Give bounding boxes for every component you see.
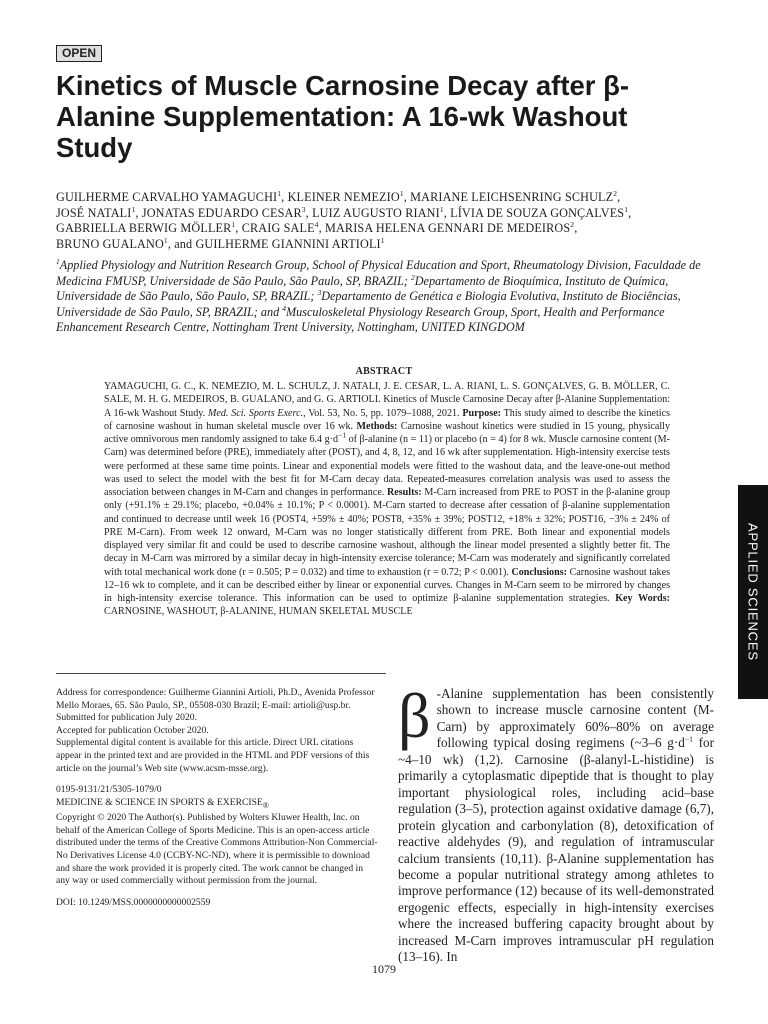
section-side-tab-label: APPLIED SCIENCES (745, 523, 761, 661)
affiliation-mark: 4 (282, 303, 286, 313)
abstract-purpose-label: Purpose: (462, 407, 502, 419)
author-affiliation-mark: 2 (570, 219, 575, 229)
author-affiliation-mark: 2 (613, 188, 618, 198)
author-affiliation-mark: 1 (380, 235, 385, 245)
author-name: CRAIG SALE (241, 221, 315, 235)
submitted-date: Submitted for publication July 2020. (56, 712, 197, 724)
article-title: Kinetics of Muscle Carnosine Decay after β-Alanine Supplementation: A 16-wk Washout Study (56, 70, 630, 163)
affiliations (56, 258, 724, 336)
journal-name-line (56, 797, 378, 813)
abstract-purpose: This study aimed to describe the kinetics of carnosine washout in human skeletal muscle over 16 wk. (104, 407, 670, 432)
journal-name: MEDICINE & SCIENCE IN SPORTS & EXERCISE (56, 796, 263, 808)
registered-mark: ® (262, 800, 269, 810)
issn: 0195-9131/21/5305-1079/0 (56, 784, 162, 796)
author-name: KLEINER NEMEZIO (287, 190, 400, 204)
affiliation-text: Departamento de Bioquímica, Instituto de Química, Universidade de São Paulo, São Paulo, SP, BRAZIL; (56, 273, 669, 304)
affiliation-text: Applied Physiology and Nutrition Research Group, School of Physical Education and Sport, Rheumatology Division, Faculdade de Medicina FMUSP, Universidade de São Paulo, São Paulo, SP, BRAZIL; (56, 258, 701, 288)
introduction-text-continued: for ~4–10 wk) (1,2). Carnosine (β-alanyl-L-histidine) is primarily a cytoplasmatic dipeptide that is thought to play important physiological roles, including acid–base regulation (3–5), protection against oxidative damage (6,7), protein glycation and carbonylation (8), detoxification of reactive aldehydes (9), and regulation of intramuscular calcium transients (10,11). β-Alanine supplementation has become a popular nutritional strategy among athletes to improve performance (12) because of its well-demonstrated ergogenic effects, especially in high-intensity exercises where the increased buffering capacity brought about by increased M-Carn improves intramuscular pH regulation (13–16). In (398, 735, 714, 965)
author-name: LÍVIA DE SOUZA GONÇALVES (450, 205, 625, 220)
abstract-heading: ABSTRACT (355, 366, 413, 377)
affiliation-mark: 1 (56, 256, 60, 266)
abstract-methods-superscript: −1 (338, 430, 347, 440)
section-side-tab (738, 485, 768, 699)
drop-cap: β (398, 680, 431, 751)
doi: DOI: 10.1249/MSS.0000000000002559 (56, 896, 211, 908)
author-affiliation-mark: 1 (439, 204, 444, 214)
author-name: BRUNO GUALANO (56, 236, 164, 251)
page-number: 1079 (372, 962, 396, 976)
introduction-superscript: −1 (684, 734, 693, 744)
abstract-methods: Carnosine washout kinetics were studied in 15 young, physically active omnivorous men randomly assigned to take 6.4 g·d (104, 420, 670, 445)
abstract-results-label: Results: (386, 487, 422, 498)
correspondence-address: Address for correspondence: Guilherme Giannini Artioli, Ph.D., Avenida Professor Mello Moraes, 65. São Paulo, SP., 05508-030 Brazil; E-mail: artioli@usp.br. (56, 687, 375, 711)
affiliation-text: Departamento de Genética e Biologia Evolutiva, Instituto de Biociências, Universidade de São Paulo, SP, BRAZIL; and (56, 289, 681, 319)
abstract-conclusions-label: Conclusions: (511, 566, 567, 578)
author-name: JONATAS EDUARDO CESAR (141, 205, 302, 220)
author-list: GUILHERME CARVALHO YAMAGUCHI$^1$, KLEINER NEMEZIO$^1$, MARIANE LEICHSENRING SCHULZ$^2$, JOSÉ NATALI$^1$, JONATAS EDUARDO CESAR$^3$, LUIZ AUGUSTO RIANI$^1$, LÍVIA DE SOUZA GONÇALVES$^1$, GABRIELLA BERWIG MÖLLER$^1$, CRAIG SALE$^4$, MARISA HELENA GENNARI DE MEDEIROS$^2$, BRUNO GUALANO$^1$, and GUILHERME GIANNINI ARTIOLI$^1$ (56, 188, 632, 251)
author-name: JOSÉ NATALI (56, 205, 132, 220)
abstract-results: M-Carn increased from PRE to POST in the β-alanine group only (+91.1% ± 29.1%; placebo, +0.04% ± 10.1%; P < 0.0001). M-Carn started to decrease after cessation of β-alanine supplementation and continued to decrease until week 16 (POST4, +59% ± 40%; POST8, +35% ± 39%; POST12, +18% ± 32%; POST16, −3% ± 24% of PRE M-Carn). From week 12 onward, M-Carn was no longer statistically different from PRE. Both linear and exponential models displayed very similar fit and could be used to describe carnosine washout, although the linear model presented a slightly better fit. The decay in M-Carn was mirrored by a similar decay in high-intensity exercise tolerance; M-Carn was moderately and significantly correlated with total mechanical work done (r = 0.505; P = 0.032) and time to exhaustion (r = 0.72; P < 0.001). (104, 487, 670, 578)
author-name: MARIANE LEICHSENRING SCHULZ (410, 190, 614, 204)
abstract-citation-tail: , Vol. 53, No. 5, pp. 1079–1088, 2021. (303, 407, 463, 419)
abstract-keywords-label: Key Words: (615, 593, 670, 604)
abstract-keywords: CARNOSINE, WASHOUT, β-ALANINE, HUMAN SKELETAL MUSCLE (104, 606, 413, 618)
affiliation-mark: 3 (317, 288, 322, 298)
copyright-notice: Copyright © 2020 The Author(s). Published by Wolters Kluwer Health, Inc. on behalf of the American College of Sports Medicine. This is an open-access article distributed under the terms of the Creative Commons Attribution-Non Commercial-No Derivatives License 4.0 (CCBY-NC-ND), where it is permissible to download and share the work provided it is properly cited. The work cannot be changed in any way or used commercially without permission from the journal. (56, 812, 378, 887)
author-name: MARISA HELENA GENNARI DE MEDEIROS (324, 221, 571, 235)
author-name: LUIZ AUGUSTO RIANI (312, 205, 440, 220)
affiliation-mark: 2 (410, 272, 415, 282)
affiliation-text: Musculoskeletal Physiology Research Group, Sport, Health and Performance Enhancement Research Centre, Nottingham Trent University, Nottingham, UNITED KINGDOM (56, 304, 665, 335)
author-affiliation-mark: 1 (624, 204, 629, 214)
abstract-body (104, 380, 670, 619)
introduction-text: -Alanine supplementation has been consistently shown to increase muscle carnosine content (M-Carn) by approximately 60%–80% on average following typical dosing regimens (~3–6 g·d (436, 686, 714, 751)
author-name: GABRIELLA BERWIG MÖLLER (56, 221, 232, 235)
abstract-journal: Med. Sci. Sports Exerc. (207, 407, 304, 419)
abstract-conclusions: Carnosine washout takes 12–16 wk to complete, and it can be described either by linear or exponential curves. Changes in M-Carn seem to be mirrored by changes in high-intensity exercise tolerance. This information can be used to optimize β-alanine supplementation strategies. (104, 566, 670, 604)
footnote-divider (56, 673, 386, 674)
author-affiliation-mark: 1 (277, 188, 282, 198)
abstract-methods-label: Methods: (356, 420, 398, 432)
author-affiliation-mark: 1 (131, 204, 136, 214)
abstract-methods-continued: of β-alanine (n = 11) or placebo (n = 4) for 8 wk. Muscle carnosine content (M-Carn) was determined before (PRE), immediately after (POST), and 4, 8, 12, and 16 wk after supplementation. High-intensity exercise tests were performed at these same time points. Linear and exponential models were fitted to the washout data, and the leave-one-out method was used to select the model with the best fit for M-Carn decay data. Repeated-measures correlation analysis was used to assess the association between changes in M-Carn and changes in performance. (104, 434, 671, 498)
author-affiliation-mark: 1 (231, 219, 236, 229)
author-affiliation-mark: 4 (314, 219, 319, 229)
author-affiliation-mark: 3 (301, 204, 306, 214)
abstract-citation-authors: YAMAGUCHI, G. C., K. NEMEZIO, M. L. SCHULZ, J. NATALI, J. E. CESAR, L. A. RIANI, L. S. GONÇALVES, G. B. MÖLLER, C. SALE, M. H. G. MEDEIROS, B. GUALANO, and G. G. ARTIOLI. Kinetics of Muscle Carnosine Decay after β-Alanine Supplementation: A 16-wk Washout Study. (104, 381, 670, 419)
author-name: GUILHERME CARVALHO YAMAGUCHI (56, 190, 278, 204)
footnotes (56, 687, 378, 909)
author-affiliation-mark: 1 (399, 188, 404, 198)
accepted-date: Accepted for publication October 2020. (56, 724, 209, 736)
introduction-body (398, 680, 714, 966)
open-access-badge: OPEN (56, 45, 102, 62)
author-name: and GUILHERME GIANNINI ARTIOLI (174, 236, 381, 251)
supplemental-note: Supplemental digital content is available for this article. Direct URL citations appear in the printed text and are provided in the HTML and PDF versions of this article on the journal’s Web site (www.acsm-msse.org). (56, 737, 370, 774)
author-affiliation-mark: 1 (163, 235, 168, 245)
